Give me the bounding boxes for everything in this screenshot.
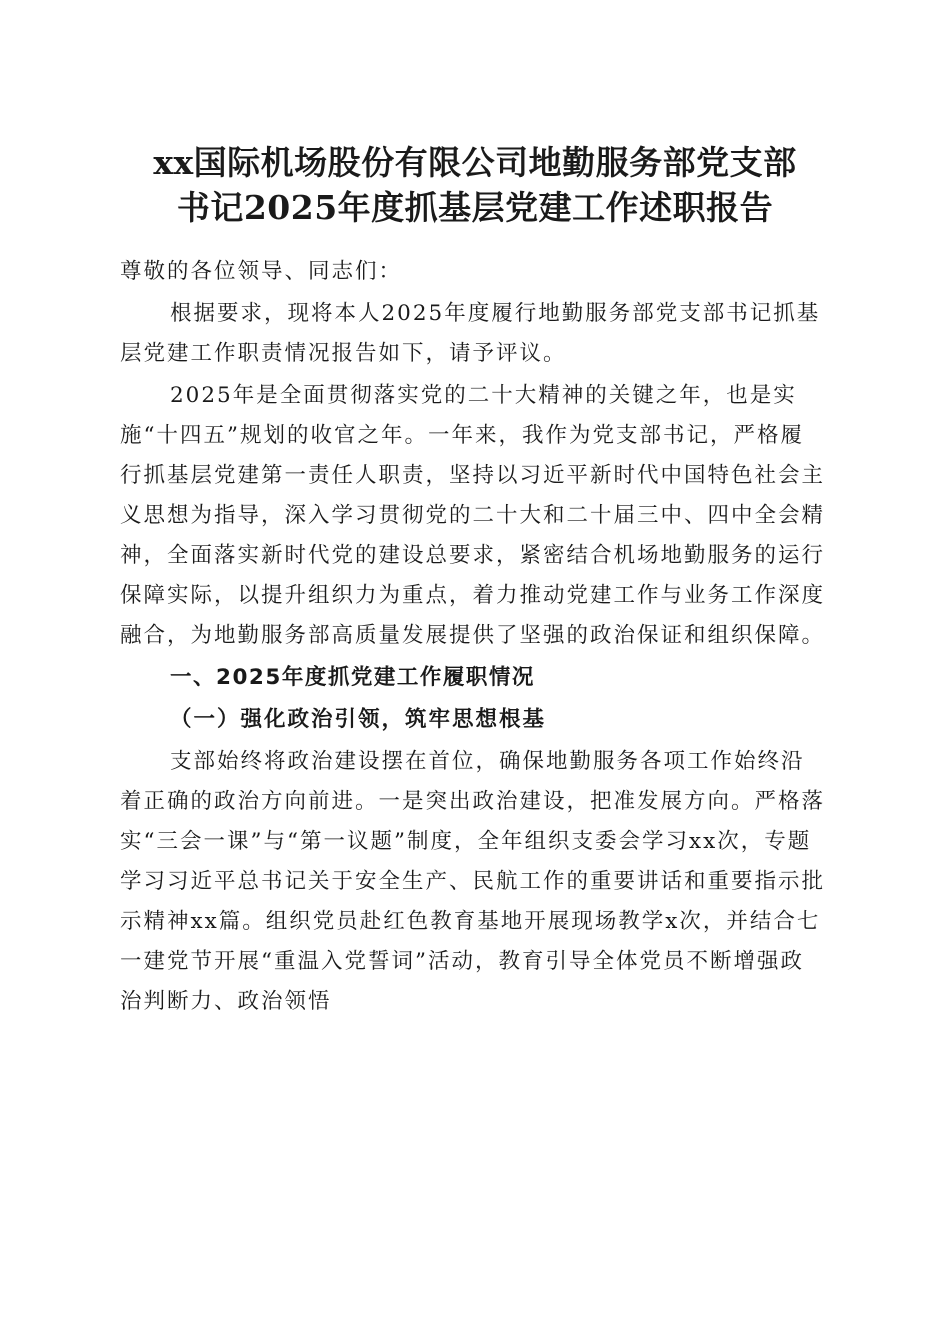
title-line-2: 书记2025年度抓基层党建工作述职报告 (176, 188, 774, 227)
paragraph-political: 支部始终将政治建设摆在首位，确保地勤服务各项工作始终沿着正确的政治方向前进。一是突出政治建设，把准发展方向。严格落实“三会一课”与“第一议题”制度，全年组织支委会学习xx次，专题学习习近平总书记关于安全生产、民航工作的重要讲话和重要指示批示精神xx篇。组织党员赴红色教育基地开展现场教学x次，并结合七一建党节开展“重温入党誓词”活动，教育引导全体党员不断增强政治判断力、政治领悟 (120, 749, 826, 1014)
paragraph-intro: 根据要求，现将本人2025年度履行地勤服务部党支部书记抓基层党建工作职责情况报告如下，请予评议。 (120, 301, 821, 366)
title-line-1: xx国际机场股份有限公司地勤服务部党支部 (153, 143, 797, 182)
subsection-heading: （一）强化政治引领，筑牢思想根基 (170, 707, 547, 732)
document-body (120, 252, 825, 1024)
paragraph-overview: 2025年是全面贯彻落实党的二十大精神的关键之年，也是实施“十四五”规划的收官之年。一年来，我作为党支部书记，严格履行抓基层党建第一责任人职责，坚持以习近平新时代中国特色社会主义思想为指导，深入学习贯彻党的二十大和二十届三中、四中全会精神，全面落实新时代党的建设总要求，紧密结合机场地勤服务的运行保障实际，以提升组织力为重点，着力推动党建工作与业务工作深度融合，为地勤服务部高质量发展提供了坚强的政治保证和组织保障。 (120, 383, 826, 648)
salutation: 尊敬的各位领导、同志们： (120, 259, 403, 284)
document-title (110, 140, 840, 230)
section-heading: 一、2025年度抓党建工作履职情况 (170, 665, 535, 690)
